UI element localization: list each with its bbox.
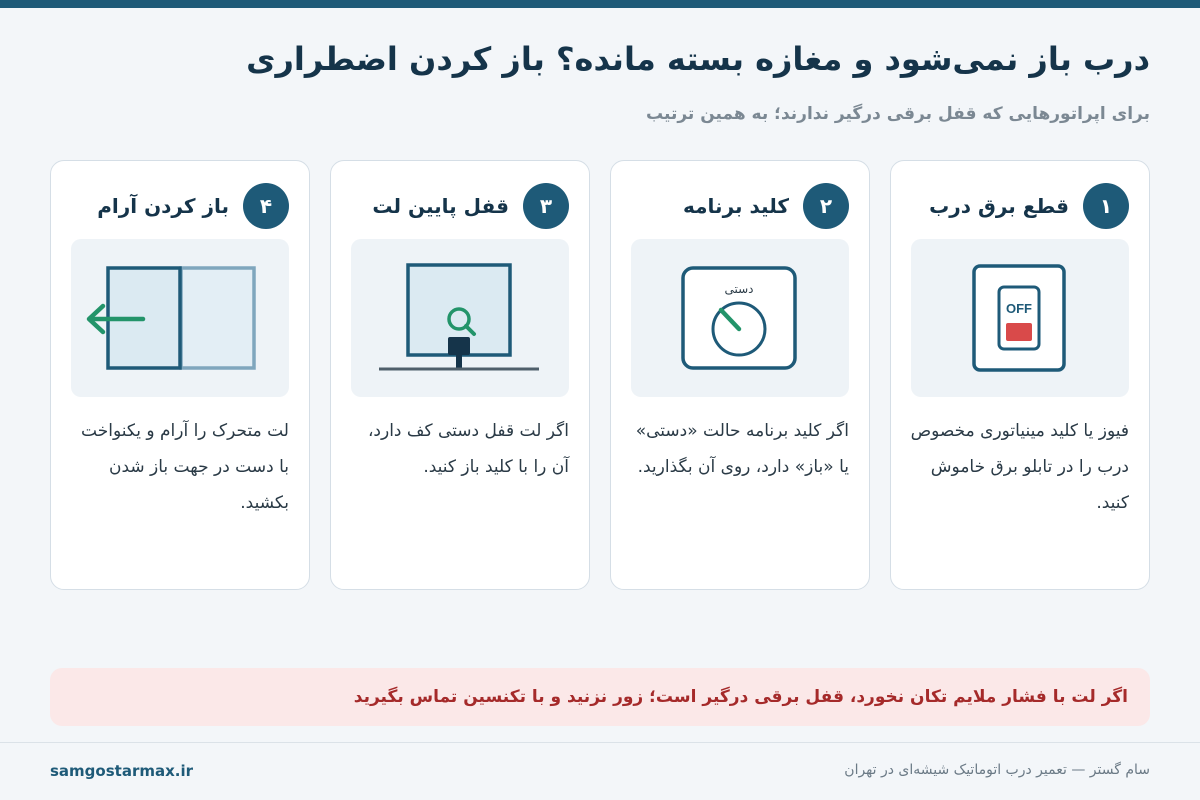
- step-number-badge: ۴: [243, 183, 289, 229]
- step-title: قفل پایین لت: [372, 194, 509, 218]
- steps-container: [50, 160, 1150, 590]
- step-header: [683, 183, 849, 229]
- step-description: فیوز یا کلید مینیاتوری مخصوص درب را در تابلو برق خاموش کنید.: [910, 421, 1129, 513]
- sliding-door-arrow-icon: [71, 239, 289, 397]
- page-title: درب باز نمی‌شود و مغازه بسته مانده؟ باز کردن اضطراری: [246, 40, 1150, 78]
- program-selector-dial-icon: [631, 239, 849, 397]
- warning-banner: [50, 668, 1150, 726]
- footer-website-link[interactable]: samgostarmax.ir: [50, 762, 194, 780]
- dial-manual-label: دستی: [724, 282, 754, 296]
- breaker-switch-off-icon: [911, 239, 1129, 397]
- warning-text: اگر لت با فشار ملایم تکان نخورد، قفل برقی درگیر است؛ زور نزنید و با تکنسین تماس بگیرید: [353, 687, 1128, 707]
- page-subtitle: برای اپراتورهایی که قفل برقی درگیر ندارند؛ به همین ترتیب: [646, 104, 1150, 124]
- top-accent-bar: [0, 0, 1200, 8]
- step-number-badge: ۲: [803, 183, 849, 229]
- step-title: باز کردن آرام: [97, 194, 229, 218]
- step-header: [929, 183, 1129, 229]
- step-card-3: [330, 160, 590, 590]
- step-header: [372, 183, 569, 229]
- bottom-lock-search-icon: [351, 239, 569, 397]
- footer-divider: [0, 742, 1200, 743]
- step-illustration: [911, 239, 1129, 397]
- step-number-badge: ۳: [523, 183, 569, 229]
- step-illustration: [71, 239, 289, 397]
- step-header: [97, 183, 289, 229]
- step-description: اگر کلید برنامه حالت «دستی» یا «باز» دارد، روی آن بگذارید.: [635, 421, 849, 477]
- step-illustration: [351, 239, 569, 397]
- step-description: لت متحرک را آرام و یکنواخت با دست در جهت باز شدن بکشید.: [81, 421, 289, 513]
- switch-off-label: OFF: [1006, 301, 1032, 316]
- step-illustration: [631, 239, 849, 397]
- step-description: اگر لت قفل دستی کف دارد، آن را با کلید باز کنید.: [367, 421, 569, 477]
- step-number-badge: ۱: [1083, 183, 1129, 229]
- step-card-1: [890, 160, 1150, 590]
- step-card-2: [610, 160, 870, 590]
- step-card-4: [50, 160, 310, 590]
- step-title: کلید برنامه: [683, 194, 789, 218]
- step-title: قطع برق درب: [929, 194, 1069, 218]
- footer-brand-text: سام گستر — تعمیر درب اتوماتیک شیشه‌ای در تهران: [844, 762, 1150, 778]
